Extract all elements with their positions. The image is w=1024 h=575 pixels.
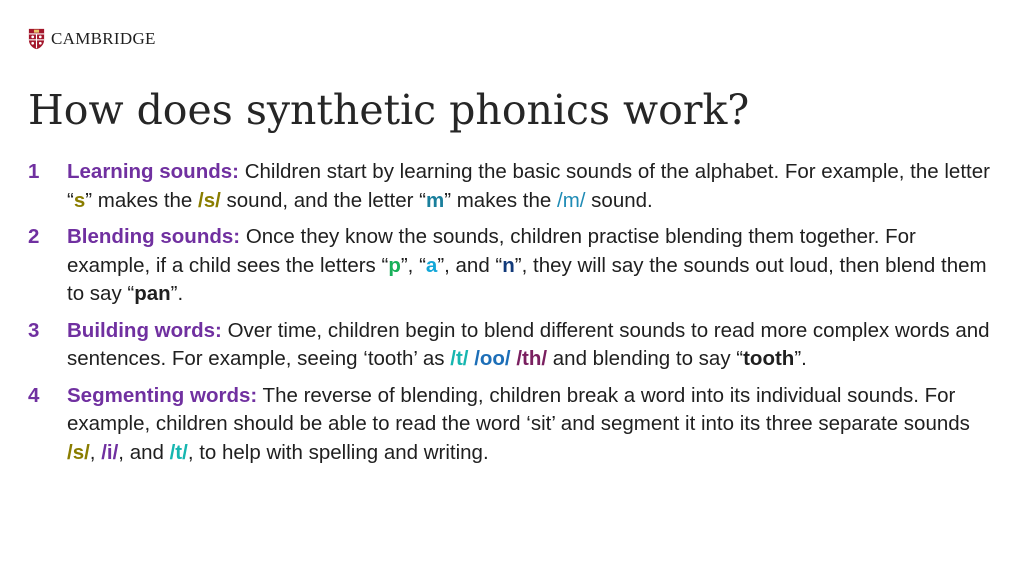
letter-p: p — [388, 253, 401, 277]
item-text — [67, 223, 1003, 309]
item-heading: Building words: — [67, 318, 222, 342]
item-text-segment: , to help with spelling and writing. — [187, 440, 489, 464]
item-text — [67, 382, 1003, 468]
letter-m: m — [425, 188, 445, 212]
phoneme-m: /m/ — [557, 188, 586, 212]
word-tooth: tooth — [743, 347, 795, 370]
word-pan: pan — [134, 282, 171, 305]
letter-s: s — [73, 188, 86, 212]
item-heading: Blending sounds: — [67, 225, 241, 248]
page-title: How does synthetic phonics work? — [28, 86, 750, 134]
item-number: 3 — [28, 318, 40, 342]
item-number: 4 — [28, 383, 40, 407]
item-text-segment: Once they know the sounds, children practise blending them together. For example, if a child sees the letters “ — [67, 225, 916, 277]
item-text-segment: ” makes the — [444, 188, 557, 212]
item-text-segment: ”. — [170, 282, 184, 305]
letter-n: n — [502, 253, 515, 277]
item-text — [67, 317, 1003, 374]
phoneme-s: /s/ — [198, 188, 221, 212]
item-text-segment: and blending to say “ — [547, 347, 744, 370]
phoneme-s: /s/ — [67, 440, 90, 464]
item-text-segment: , and — [118, 440, 170, 464]
item-text-segment: ”, they will say the sounds out loud, then blend them to say “ — [67, 253, 987, 305]
phonics-steps-list — [28, 158, 1003, 475]
brand-logo — [28, 28, 156, 50]
cambridge-shield-icon — [28, 28, 45, 50]
item-text-segment: sound, and the letter “ — [220, 188, 426, 212]
item-heading: Learning sounds: — [67, 160, 239, 183]
item-text-segment: ”, and “ — [437, 253, 503, 277]
item-text-segment: ” makes the — [85, 188, 199, 212]
list-item — [28, 223, 1003, 309]
item-number: 2 — [28, 225, 40, 248]
item-number: 1 — [28, 160, 40, 183]
item-text-segment: ”, “ — [400, 253, 426, 277]
item-text — [67, 158, 1003, 215]
item-text-segment: The reverse of blending, children break a word into its individual sounds. For example, children should be able to read the word ‘sit’ and segment it into its three separate sounds — [67, 383, 970, 435]
item-text-segment: Children start by learning the basic sounds of the alphabet. For example, the letter “ — [67, 160, 990, 212]
list-item — [28, 158, 1003, 215]
list-item — [28, 317, 1003, 374]
phoneme-t: /t/ — [169, 440, 188, 464]
item-text-segment: sound. — [585, 188, 653, 212]
letter-a: a — [425, 253, 438, 277]
item-heading: Segmenting words: — [67, 383, 258, 407]
item-text-segment: , — [89, 440, 102, 464]
item-text-segment: Over time, children begin to blend different sounds to read more complex words and sentences. For example, seeing ‘tooth’ as — [67, 318, 990, 370]
phoneme-th: /th/ — [516, 347, 548, 370]
phoneme-t: /t/ — [450, 347, 469, 370]
brand-name: CAMBRIDGE — [51, 29, 156, 48]
item-text-segment: ”. — [794, 347, 807, 370]
phoneme-i: /i/ — [101, 440, 119, 464]
list-item — [28, 382, 1003, 468]
phoneme-oo: /oo/ — [474, 347, 511, 370]
